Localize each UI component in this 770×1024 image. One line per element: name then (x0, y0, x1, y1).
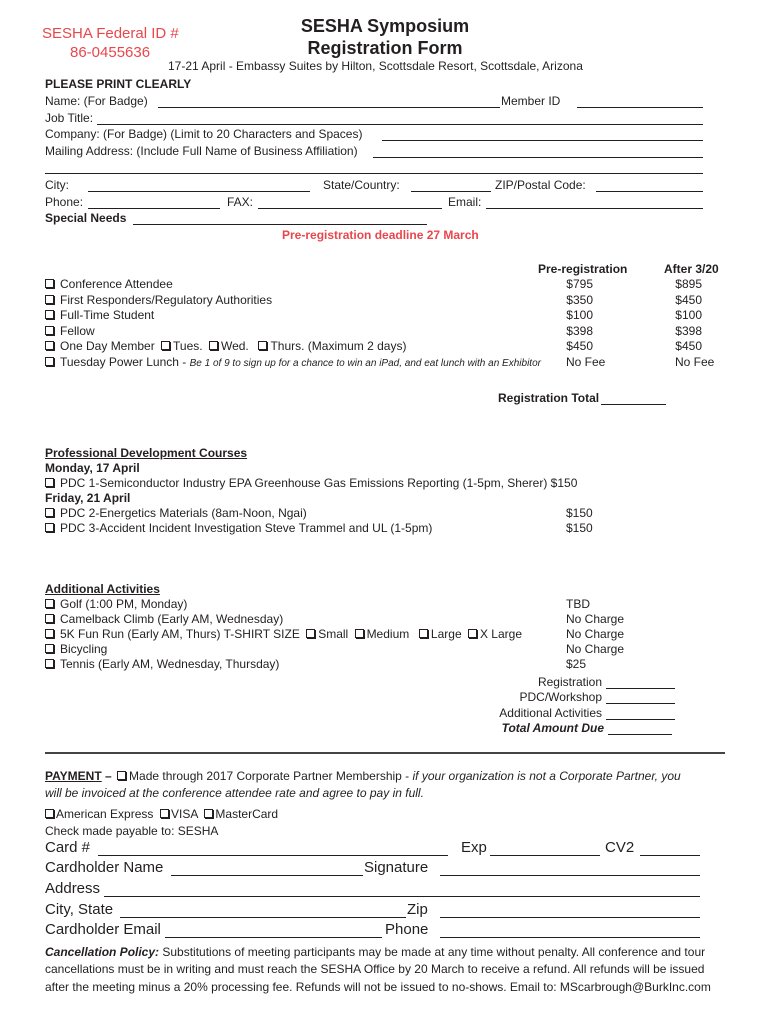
job-title-field[interactable] (97, 124, 703, 125)
checkbox-xlarge[interactable] (468, 629, 477, 638)
checkbox-visa[interactable] (160, 809, 169, 818)
email-label: Email: (448, 195, 482, 209)
payment-heading: PAYMENT (45, 769, 102, 783)
reg-pre-price: $100 (566, 308, 593, 322)
state-country-field[interactable] (411, 191, 491, 192)
cancellation-text-1: Substitutions of meeting participants may be made at any time without penalty. All conference and tour (159, 945, 706, 959)
special-needs-label: Special Needs (45, 211, 127, 225)
payment-phone-field[interactable] (440, 937, 700, 938)
pdc-heading: Professional Development Courses (45, 446, 248, 460)
reg-option-student[interactable] (45, 308, 154, 322)
fax-label: FAX: (227, 195, 254, 209)
member-id-label: Member ID (501, 94, 561, 108)
totals-additional-field[interactable] (606, 719, 675, 720)
cancellation-line2: cancellations must be in writing and must reach the SESHA Office by 20 March to receive a refund. All refunds will be issued (45, 962, 705, 976)
check-payable-note: Check made payable to: SESHA (45, 824, 219, 838)
checkbox-icon[interactable] (45, 644, 54, 653)
reg-pre-price: $350 (566, 293, 593, 307)
payment-zip-field[interactable] (440, 917, 700, 918)
activity-price: No Charge (566, 642, 625, 656)
total-due-field[interactable] (608, 734, 672, 735)
exp-field[interactable] (490, 855, 600, 856)
checkbox-mastercard[interactable] (204, 809, 213, 818)
checkbox-icon[interactable] (45, 341, 54, 350)
reg-pre-price: No Fee (566, 355, 606, 369)
checkbox-icon[interactable] (45, 523, 54, 532)
mastercard-label: MasterCard (215, 807, 279, 821)
form-subtitle: Registration Form (307, 38, 463, 58)
activity-golf[interactable] (45, 597, 187, 611)
reg-after-price: No Fee (675, 355, 715, 369)
checkbox-icon[interactable] (45, 357, 54, 366)
reg-after-price: $450 (675, 339, 702, 353)
checkbox-medium[interactable] (355, 629, 364, 638)
totals-pdc-field[interactable] (606, 703, 675, 704)
deadline-note: Pre-registration deadline 27 March (282, 228, 479, 242)
cardholder-name-label: Cardholder Name (45, 859, 164, 876)
checkbox-icon[interactable] (45, 295, 54, 304)
city-state-label: City, State (45, 901, 114, 918)
activity-tennis[interactable] (45, 657, 279, 671)
cardholder-name-field[interactable] (171, 875, 363, 876)
checkbox-icon[interactable] (45, 478, 54, 487)
cardholder-email-field[interactable] (165, 937, 382, 938)
activity-5k-run[interactable] (45, 627, 522, 641)
checkbox-icon[interactable] (45, 508, 54, 517)
power-lunch-note: Be 1 of 9 to sign up for a chance to win an iPad, and eat lunch with an Exhibitor (189, 358, 541, 369)
activity-label: Camelback Climb (Early AM, Wednesday) (60, 612, 284, 626)
activity-label: Golf (1:00 PM, Monday) (60, 597, 188, 611)
reg-pre-price: $398 (566, 324, 593, 338)
pdc2-option[interactable] (45, 506, 307, 520)
payment-phone-label: Phone (385, 921, 429, 938)
pdc2-label: PDC 2-Energetics Materials (8am-Noon, Ngai) (60, 506, 307, 520)
cv2-label: CV2 (605, 839, 635, 856)
day-thurs-label: Thurs. (Maximum 2 days) (270, 339, 407, 353)
activities-heading: Additional Activities (45, 582, 160, 596)
phone-field[interactable] (88, 208, 220, 209)
activity-price: No Charge (566, 612, 625, 626)
reg-label: Tuesday Power Lunch - (60, 355, 190, 369)
checkbox-icon[interactable] (45, 310, 54, 319)
zip-label: ZIP/Postal Code: (495, 178, 586, 192)
reg-label: One Day Member (60, 339, 155, 353)
mailing-address-field-line2[interactable] (45, 173, 703, 174)
activity-price: TBD (566, 597, 590, 611)
pre-registration-header: Pre-registration (538, 262, 628, 276)
phone-label: Phone: (45, 195, 84, 209)
signature-field[interactable] (440, 875, 700, 876)
pdc3-option[interactable] (45, 521, 432, 535)
reg-label: Fellow (60, 324, 95, 338)
payment-corporate-row[interactable] (45, 769, 681, 783)
size-small-label: Small (318, 627, 349, 641)
pdc2-price: $150 (566, 506, 593, 520)
checkbox-amex[interactable] (45, 809, 54, 818)
event-info: 17-21 April - Embassy Suites by Hilton, Scottsdale Resort, Scottsdale, Arizona (168, 59, 583, 73)
card-number-label: Card # (45, 839, 91, 856)
cancellation-line3: after the meeting minus a 20% processing fee. Refunds will not be issued to no-shows. Email to: MScarbrough@BurkInc.com (45, 980, 711, 994)
form-title: SESHA Symposium (300, 16, 470, 36)
pdc1-price: $150 (550, 476, 578, 490)
activity-price: $25 (566, 657, 587, 671)
amex-label: American Express (56, 807, 154, 821)
payment-corporate-note-line2: will be invoiced at the conference attendee rate and agree to pay in full. (45, 786, 424, 800)
pdc-friday: Friday, 21 April (45, 491, 131, 505)
city-field[interactable] (88, 191, 310, 192)
checkbox-icon[interactable] (45, 599, 54, 608)
reg-option-power-lunch[interactable] (45, 355, 541, 369)
total-due-label: Total Amount Due (501, 721, 604, 735)
checkbox-thurs[interactable] (258, 341, 267, 350)
cancellation-heading: Cancellation Policy: (45, 945, 160, 959)
checkbox-small[interactable] (306, 629, 315, 638)
registration-total-label: Registration Total (498, 391, 600, 405)
payment-zip-label: Zip (407, 901, 428, 918)
activity-price: No Charge (566, 627, 625, 641)
mailing-address-field[interactable] (373, 157, 703, 158)
payment-corporate-label: Made through 2017 Corporate Partner Membership - (129, 769, 413, 783)
cv2-field[interactable] (640, 855, 700, 856)
reg-option-fellow[interactable] (45, 324, 95, 338)
totals-additional-label: Additional Activities (499, 706, 602, 720)
special-needs-field[interactable] (133, 224, 427, 225)
reg-pre-price: $795 (566, 277, 593, 291)
company-label: Company: (For Badge) (Limit to 20 Characters and Spaces) (45, 127, 363, 141)
checkbox-tues[interactable] (161, 341, 170, 350)
activity-label: 5K Fun Run (Early AM, Thurs) T-SHIRT SIZE (60, 627, 300, 641)
signature-label: Signature (364, 859, 429, 876)
mailing-address-label: Mailing Address: (Include Full Name of Business Affiliation) (45, 144, 358, 158)
reg-pre-price: $450 (566, 339, 593, 353)
company-field[interactable] (382, 140, 703, 141)
cardholder-email-label: Cardholder Email (45, 921, 161, 938)
pdc1-option[interactable] (45, 476, 577, 490)
checkbox-icon[interactable] (45, 326, 54, 335)
exp-label: Exp (461, 839, 487, 856)
pdc-monday: Monday, 17 April (45, 461, 140, 475)
size-medium-label: Medium (366, 627, 410, 641)
registration-total-field[interactable] (601, 404, 666, 405)
checkbox-icon[interactable] (45, 659, 54, 668)
after-header: After 3/20 (664, 262, 719, 276)
checkbox-icon[interactable] (45, 279, 54, 288)
reg-label: First Responders/Regulatory Authorities (60, 293, 273, 307)
visa-label: VISA (171, 807, 198, 821)
reg-after-price: $895 (675, 277, 702, 291)
payment-dash: – (101, 769, 116, 783)
state-country-label: State/Country: (323, 178, 400, 192)
federal-id-value: 86-0455636 (70, 44, 151, 61)
pdc3-price: $150 (566, 521, 593, 535)
reg-label: Conference Attendee (60, 277, 173, 291)
reg-after-price: $398 (675, 324, 702, 338)
size-large-label: Large (430, 627, 462, 641)
activity-camelback[interactable] (45, 612, 283, 626)
zip-field[interactable] (596, 191, 703, 192)
day-wed-label: Wed. (220, 339, 249, 353)
checkbox-icon[interactable] (45, 614, 54, 623)
activity-label: Bicycling (60, 642, 108, 656)
day-tues-label: Tues. (173, 339, 203, 353)
fax-field[interactable] (258, 208, 442, 209)
card-type-row[interactable] (45, 807, 278, 821)
totals-pdc-label: PDC/Workshop (519, 690, 602, 704)
address-field[interactable] (104, 896, 700, 897)
checkbox-wed[interactable] (209, 341, 218, 350)
pdc1-label: PDC 1-Semiconductor Industry EPA Greenhouse Gas Emissions Reporting (1-5pm, Sherer) (60, 476, 548, 490)
activity-bicycling[interactable] (45, 642, 107, 656)
reg-after-price: $450 (675, 293, 702, 307)
checkbox-icon[interactable] (45, 629, 54, 638)
name-label: Name: (For Badge) (45, 94, 148, 108)
payment-corporate-note: if your organization is not a Corporate Partner, you (412, 769, 681, 783)
reg-label: Full-Time Student (60, 308, 155, 322)
reg-option-conference[interactable] (45, 277, 173, 291)
card-number-field[interactable] (98, 855, 448, 856)
job-title-label: Job Title: (45, 111, 94, 125)
city-state-field[interactable] (120, 917, 406, 918)
member-id-field[interactable] (577, 107, 703, 108)
name-field[interactable] (158, 107, 500, 108)
email-field[interactable] (486, 208, 703, 209)
cancellation-line1 (45, 945, 705, 959)
federal-id-label: SESHA Federal ID # (42, 25, 179, 42)
address-label: Address (45, 880, 101, 897)
checkbox-large[interactable] (419, 629, 428, 638)
totals-registration-field[interactable] (606, 688, 675, 689)
activity-label: Tennis (Early AM, Wednesday, Thursday) (60, 657, 280, 671)
checkbox-corporate[interactable] (117, 771, 126, 780)
section-divider (45, 752, 725, 754)
pdc3-label: PDC 3-Accident Incident Investigation Steve Trammel and UL (1-5pm) (60, 521, 433, 535)
reg-option-first-responders[interactable] (45, 293, 272, 307)
print-clearly-note: PLEASE PRINT CLEARLY (45, 77, 192, 91)
reg-after-price: $100 (675, 308, 702, 322)
city-label: City: (45, 178, 69, 192)
totals-registration-label: Registration (537, 675, 602, 689)
reg-option-one-day[interactable] (45, 339, 406, 353)
size-xlarge-label: X Large (479, 627, 522, 641)
